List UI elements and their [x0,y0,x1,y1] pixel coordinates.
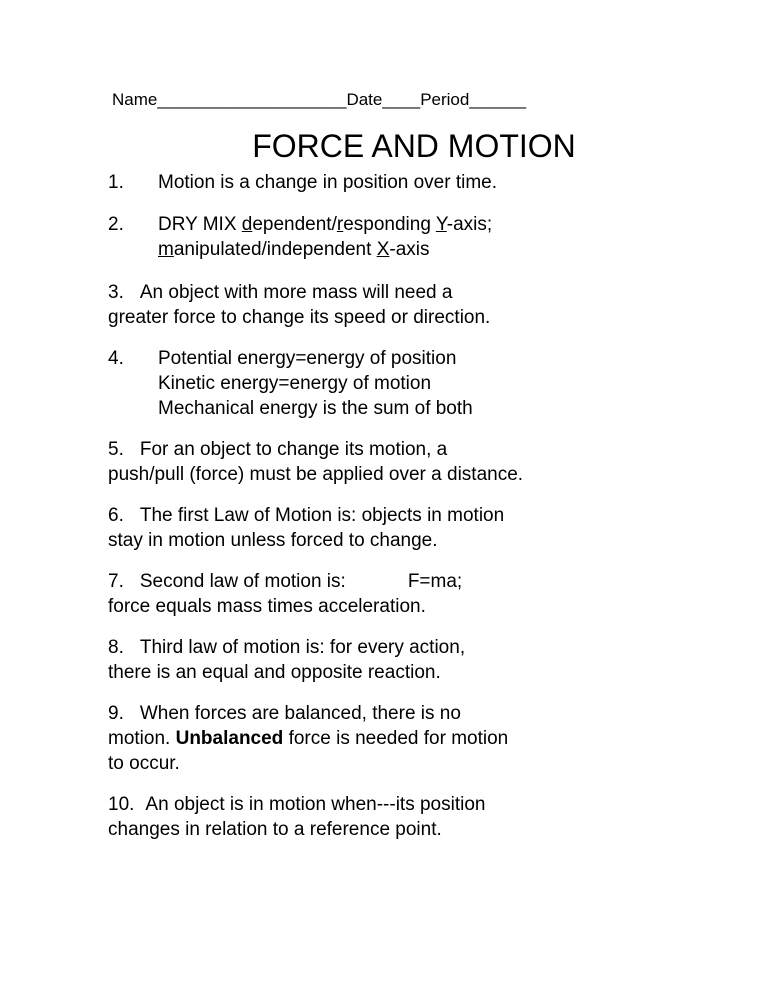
item-line-1: DRY MIX dependent/responding Y-axis; [158,214,493,235]
item-line-2: push/pull (force) must be applied over a distance. [108,464,524,485]
item-line-2: force equals mass times acceleration. [108,596,426,617]
item-line-2: manipulated/independent X-axis [158,239,430,260]
item-line-1: 10. An object is in motion when---its position [108,794,486,815]
item-line-2: there is an equal and opposite reaction. [108,662,441,683]
name-blank: ____________________ [157,90,347,109]
list-item-2 [108,212,492,262]
item-line-3: to occur. [108,753,180,774]
list-item-10 [108,792,485,842]
item-line-1: 8. Third law of motion is: for every action, [108,637,466,658]
period-label: Period [420,90,470,109]
item-line-2: Kinetic energy=energy of motion [158,373,432,394]
item-line-1: Potential energy=energy of position [158,348,457,369]
item-number: 10. [108,794,135,815]
name-label: Name [112,90,158,109]
item-number: 5. [108,439,124,460]
header-line [112,90,526,110]
formula: F=ma; [407,571,463,592]
list-item-8 [108,635,465,685]
item-line-1: 5. For an object to change its motion, a [108,439,448,460]
item-number: 7. [108,571,124,592]
list-item-4 [108,346,473,421]
item-line-2: greater force to change its speed or direction. [108,307,491,328]
item-line-1: 3. An object with more mass will need a [108,282,453,303]
item-number: 8. [108,637,124,658]
page-title: FORCE AND MOTION [252,128,576,164]
item-line-1: 7. Second law of motion is: F=ma; [108,571,463,592]
item-line-3: Mechanical energy is the sum of both [158,398,473,419]
list-item-1 [108,170,497,195]
item-line-1: 6. The first Law of Motion is: objects in motion [108,505,505,526]
item-number: 1. [108,172,124,193]
list-item-7 [108,569,462,619]
date-label: Date [346,90,383,109]
bold-term: Unbalanced [175,728,284,749]
item-line-2: changes in relation to a reference point. [108,819,442,840]
date-blank: ____ [382,90,421,109]
list-item-3 [108,280,490,330]
item-text: Motion is a change in position over time. [158,172,498,193]
item-number: 3. [108,282,124,303]
item-line-2: stay in motion unless forced to change. [108,530,438,551]
list-item-9 [108,701,508,776]
period-blank: ______ [469,90,527,109]
item-number: 4. [108,348,124,369]
item-number: 9. [108,703,124,724]
list-item-5 [108,437,523,487]
item-number: 6. [108,505,124,526]
list-item-6 [108,503,504,553]
item-line-1: 9. When forces are balanced, there is no [108,703,461,724]
item-line-2: motion. Unbalanced force is needed for motion [108,728,509,749]
item-number: 2. [108,214,124,235]
